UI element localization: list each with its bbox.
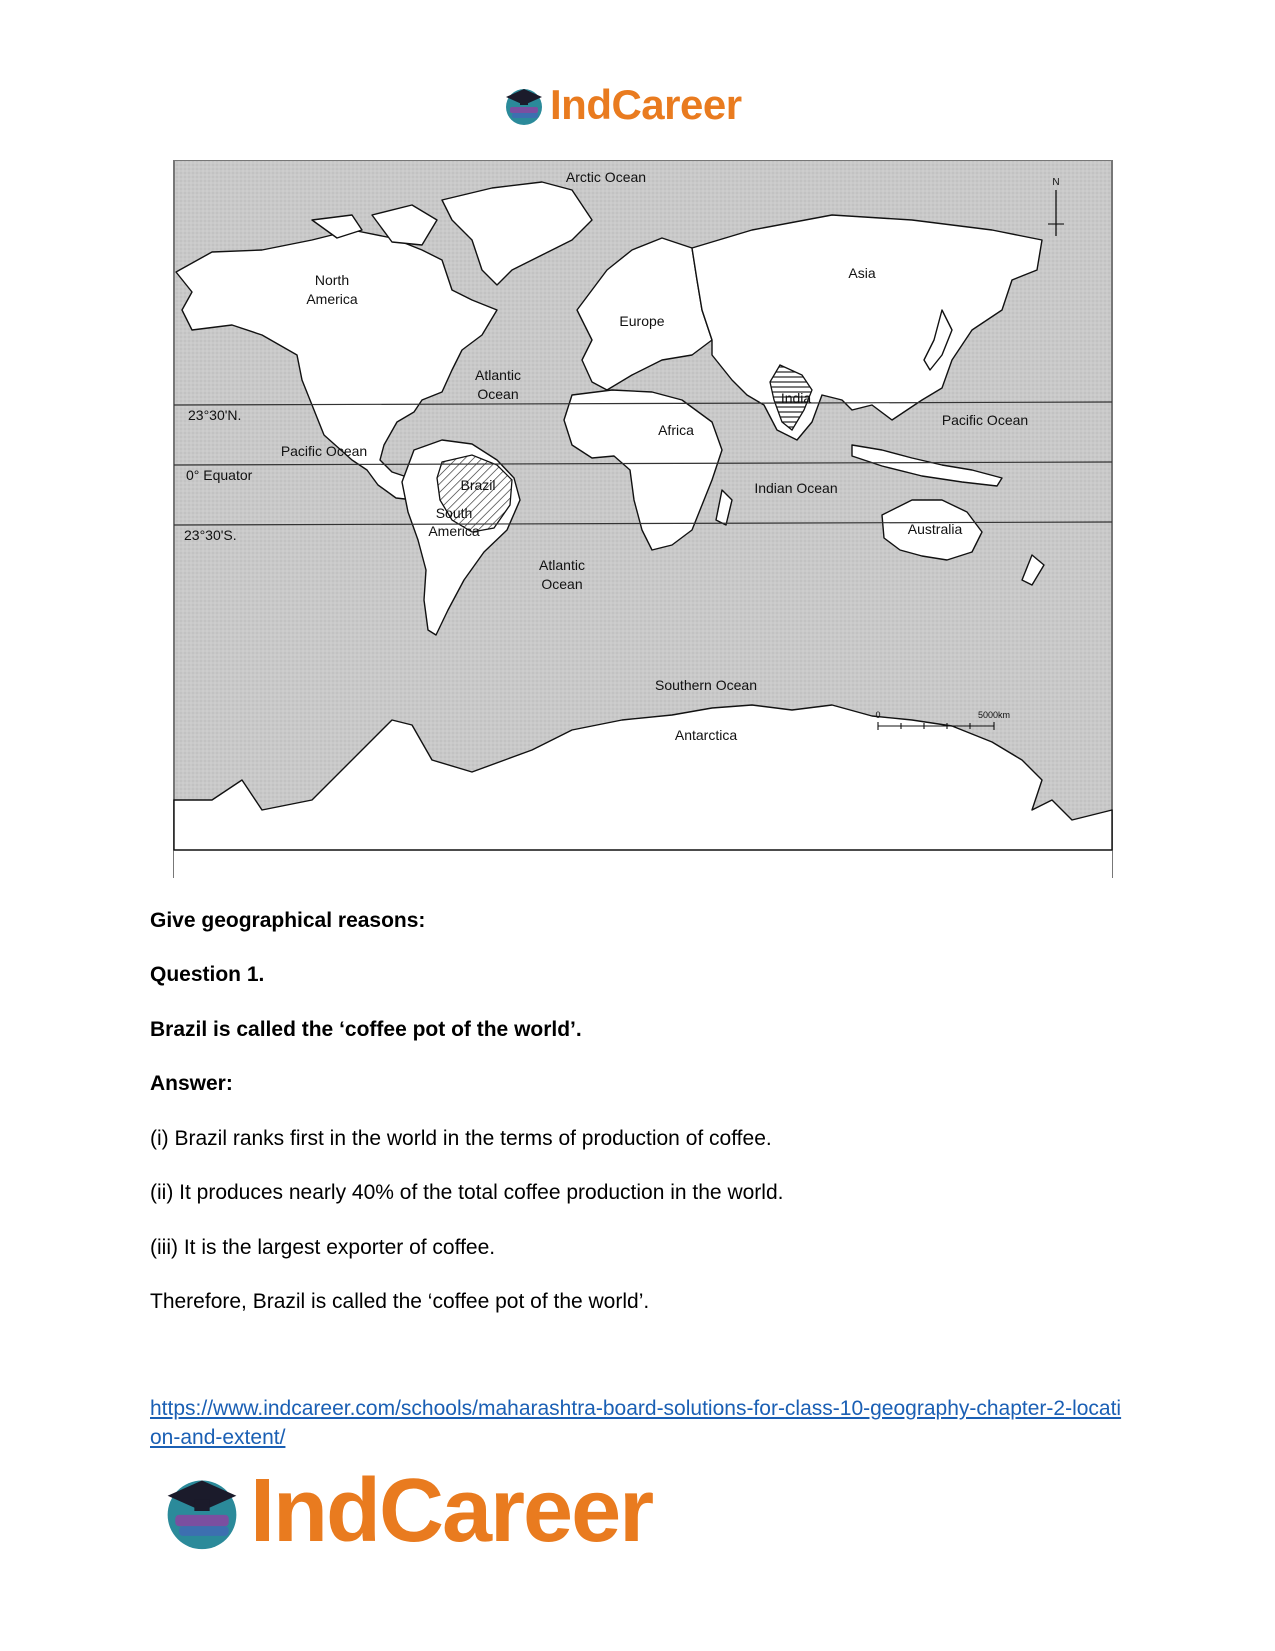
question-text: Brazil is called the ‘coffee pot of the world’. [150,1018,582,1041]
label-pacific-west: Pacific Ocean [280,443,368,459]
graduation-cap-books-icon [502,83,546,127]
label-atlantic-north-1: Atlantic [475,367,521,383]
label-south-america-2: America [428,523,480,539]
answer-conclusion: Therefore, Brazil is called the ‘coffee pot of the world’. [150,1290,650,1313]
label-atlantic-south-2: Ocean [541,576,583,592]
label-atlantic-south-1: Atlantic [539,557,585,573]
world-map [152,160,1122,878]
brand-wordmark: IndCareer [250,1461,653,1561]
label-scale-end: 5000km [977,710,1011,720]
graduation-cap-books-icon [160,1469,244,1553]
label-arctic-ocean: Arctic Ocean [565,169,647,185]
answer-point-2: (ii) It produces nearly 40% of the total coffee production in the world. [150,1181,784,1204]
world-map-figure [152,160,1122,878]
label-equator: 0° Equator [186,467,253,483]
label-pacific-east: Pacific Ocean [941,412,1029,428]
label-indian-ocean: Indian Ocean [754,480,838,496]
label-tropic-cancer: 23°30'N. [188,407,242,423]
indcareer-logo-bottom [160,1461,653,1561]
label-tropic-capricorn: 23°30'S. [184,527,237,543]
section-heading: Give geographical reasons: [150,909,426,932]
label-scale-start: 0 [875,710,881,720]
question-label: Question 1. [150,963,265,986]
label-compass-n: N [1052,177,1060,188]
label-australia: Australia [907,521,963,537]
label-south-america-1: South [435,505,473,521]
label-asia: Asia [848,265,876,281]
label-north-america-1: North [314,272,350,288]
answer-label: Answer: [150,1072,233,1095]
answer-point-1: (i) Brazil ranks first in the world in the terms of production of coffee. [150,1127,772,1150]
answer-point-3: (iii) It is the largest exporter of coffee. [150,1236,496,1259]
label-north-america-2: America [306,291,358,307]
label-brazil: Brazil [460,477,496,493]
label-india: India [780,390,812,406]
source-url-link[interactable]: https://www.indcareer.com/schools/maharashtra-board-solutions-for-class-10-geography-chapter-2-location-and-extent/ [150,1397,1122,1449]
label-antarctica: Antarctica [674,727,738,743]
label-africa: Africa [658,422,694,438]
label-europe: Europe [619,313,665,329]
indcareer-logo-top [502,82,742,128]
label-atlantic-north-2: Ocean [477,386,519,402]
label-southern-ocean: Southern Ocean [655,677,757,693]
brand-wordmark: IndCareer [550,81,742,128]
